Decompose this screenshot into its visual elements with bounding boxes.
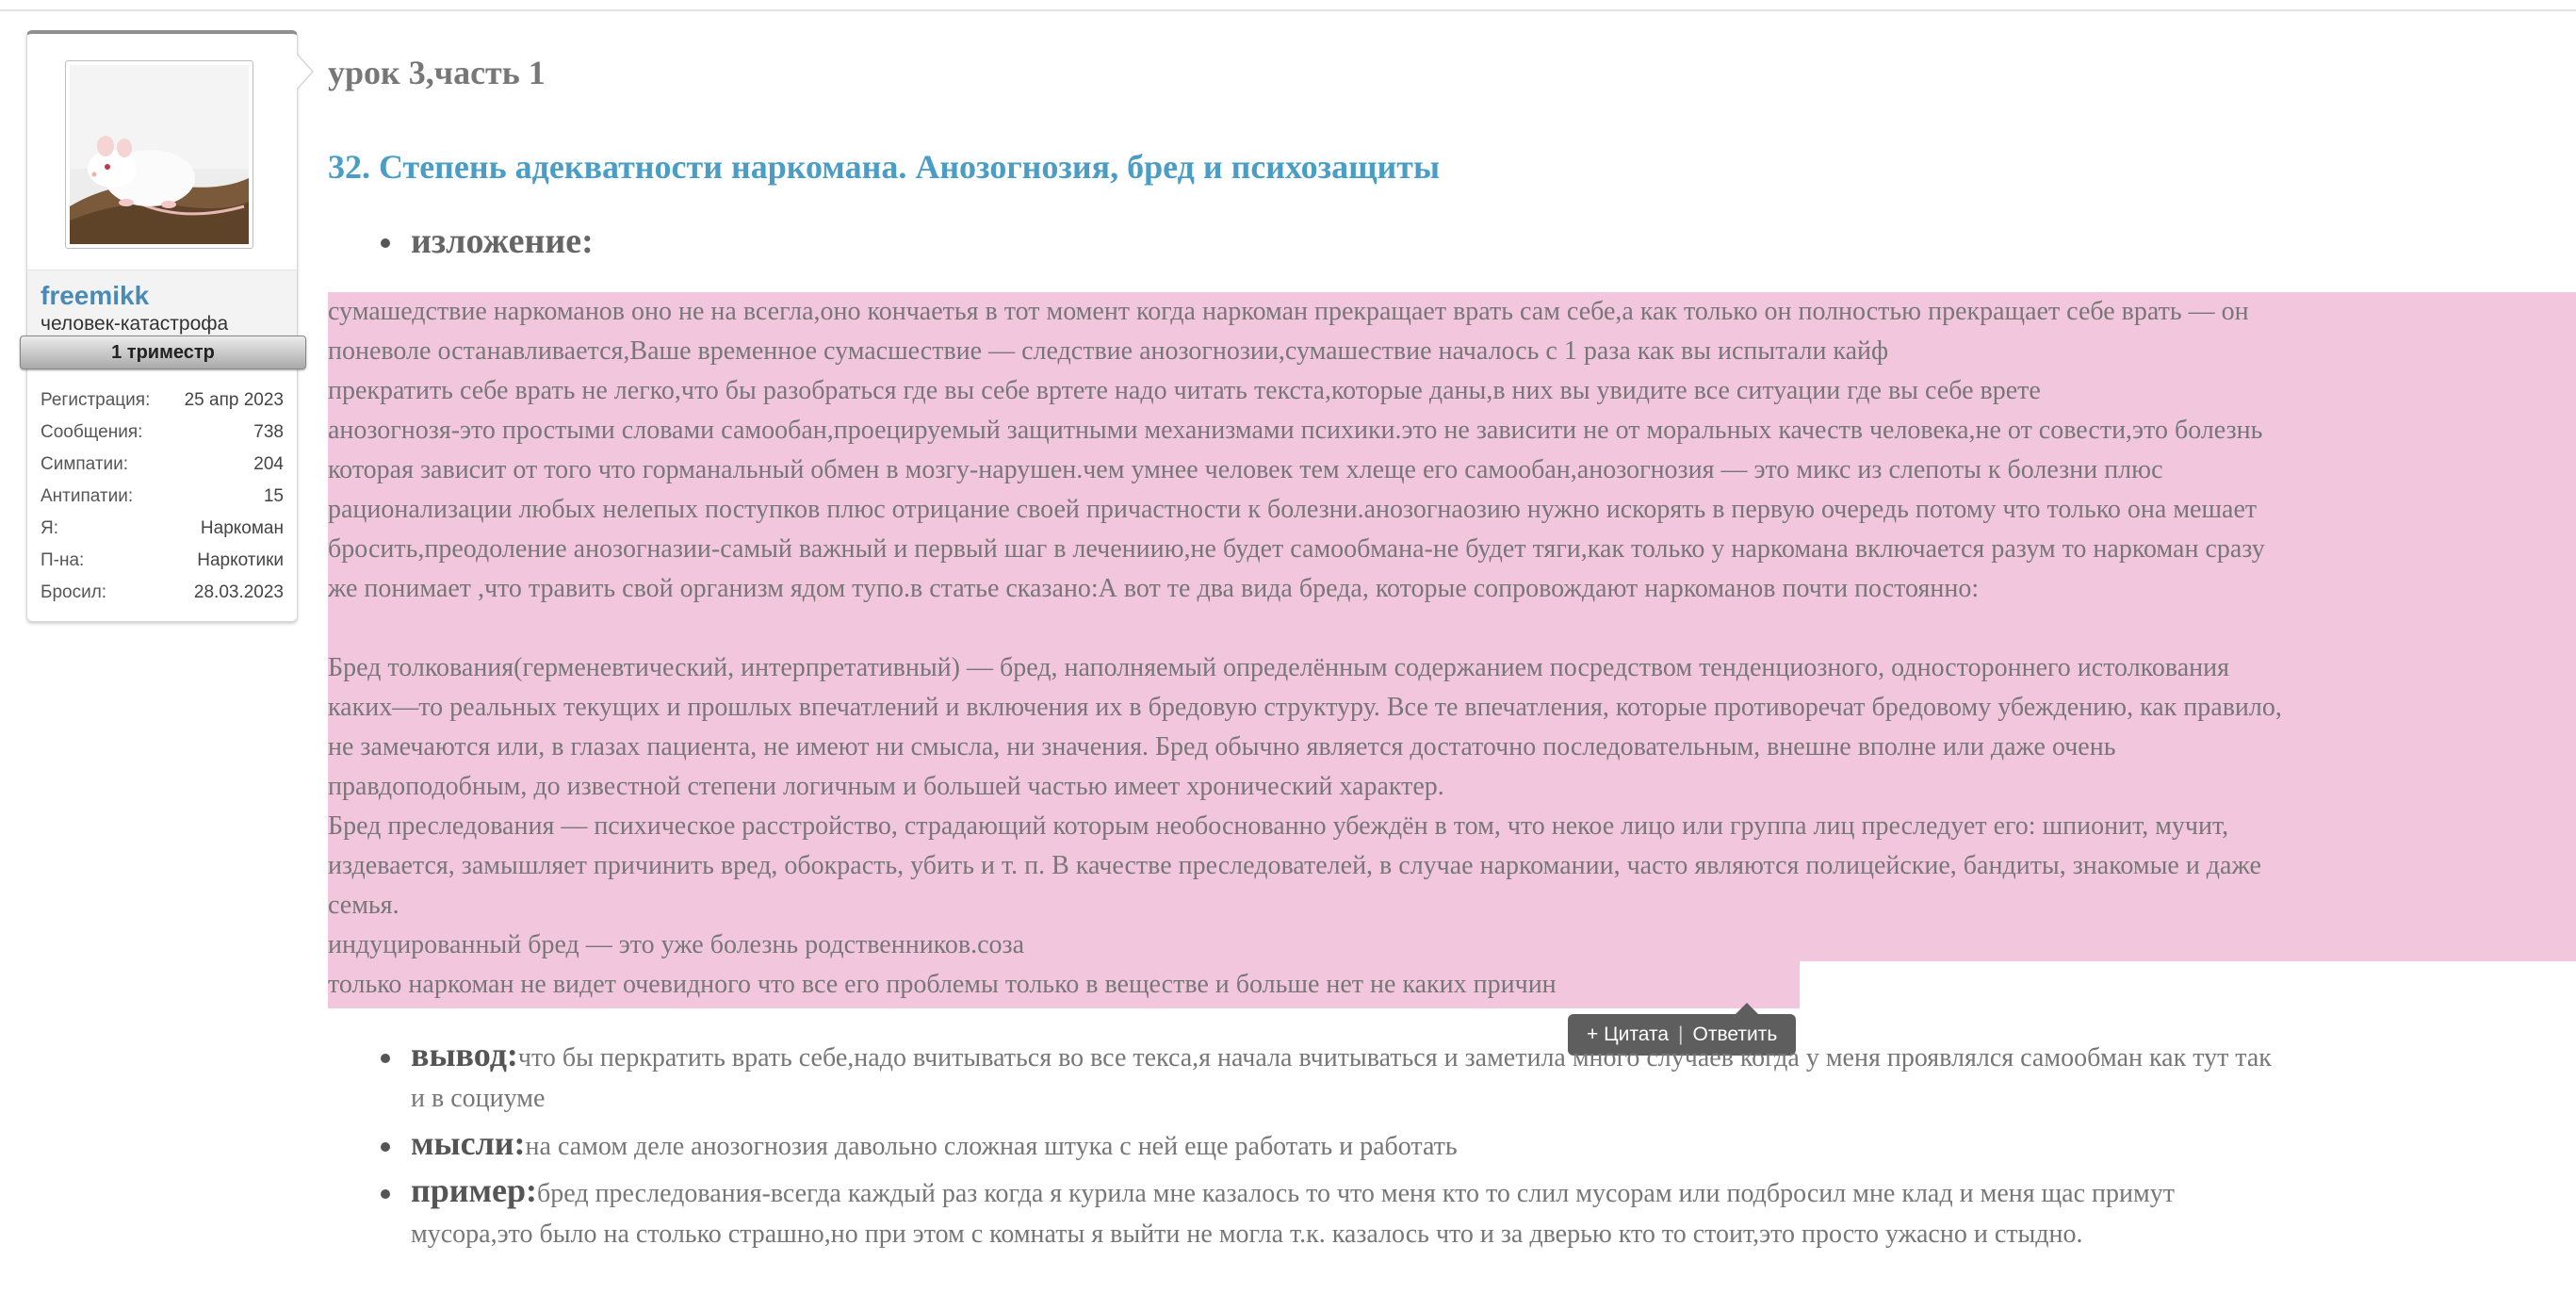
- list-bullet: [381, 1142, 390, 1152]
- stat-i-am: [41, 518, 284, 550]
- list-bullet: [381, 238, 390, 248]
- top-divider: [0, 9, 2576, 11]
- text-line: же понимает ,что травить свой организм ядом тупо.в статье сказано:А вот те два вида бреда, которые сопровождают наркоманов почти постоянно:: [328, 574, 1980, 603]
- stat-quit-date: [41, 582, 284, 614]
- example-item: [411, 1171, 2576, 1214]
- text-line: каких—то реальных текущих и прошлых впечатлений и включения их в бредовую структуру. Все те впечатления, которые противоречат бредовому убеждению, как правило,: [328, 693, 2282, 722]
- thoughts-text: на самом деле анозогнозия давольно сложная штука с ней еще работать и работать: [525, 1132, 1458, 1161]
- stat-value: Наркотики: [197, 550, 284, 570]
- list-bullet: [381, 1054, 390, 1063]
- text-line: анозогнозя-это простыми словами самообан,проецируемый защитными механизмами психики.это не зависити не от моральных качеств человека,не от совести,это болезнь: [328, 416, 2263, 445]
- user-title: человек-катастрофа: [41, 313, 229, 335]
- avatar[interactable]: [65, 60, 253, 249]
- user-info-card: [26, 30, 298, 622]
- text-line: бросить,преодоление анозогназии-самый важный и первый шаг в лечениию,не будет самообмана-не будет тяги,как только у наркомана включается разум то наркоман сразу: [328, 534, 2265, 564]
- stat-registration: [41, 390, 284, 422]
- example-item-continued: мусора,это было на столько страшно,но при этом с комнаты я выйти не могла т.к. казалось что и за дверью кто то стоит,это просто ужасно и стыдно.: [411, 1220, 2083, 1249]
- stat-value: 204: [253, 454, 284, 474]
- conclusion-item-continued: и в социуме: [411, 1084, 546, 1113]
- stat-label: Антипатии:: [41, 486, 134, 506]
- tooltip-separator: |: [1678, 1023, 1684, 1045]
- stat-label: Я:: [41, 518, 58, 538]
- thoughts-item: [411, 1123, 2576, 1167]
- username-link[interactable]: freemikk: [41, 281, 150, 310]
- quote-button[interactable]: + Цитата: [1587, 1023, 1670, 1045]
- stat-substance: [41, 550, 284, 582]
- stat-label: Регистрация:: [41, 390, 151, 410]
- summary-label: изложение:: [411, 221, 594, 261]
- text-line: Бред преследования — психическое расстройство, страдающий которым необоснованно убеждён в том, что некое лицо или группа лиц преследует его: шпионит, мучит,: [328, 811, 2229, 841]
- conclusion-label: вывод:: [411, 1036, 518, 1073]
- stat-label: Бросил:: [41, 582, 107, 602]
- conclusion-item: [411, 1035, 2576, 1078]
- text-line: поневоле останавливается,Ваше временное сумасшествие — следствие анозогнозии,сумашествие началось с 1 раза как вы испытали кайф: [328, 336, 1889, 366]
- reply-button[interactable]: Ответить: [1692, 1023, 1778, 1045]
- stat-value: 28.03.2023: [193, 582, 284, 602]
- stat-label: Сообщения:: [41, 422, 143, 442]
- section-heading: 32. Степень адекватности наркомана. Анозогнозия, бред и психозащиты: [328, 148, 1441, 186]
- text-line: индуцированный бред — это уже болезнь родственников.соза: [328, 930, 1024, 959]
- example-label: пример:: [411, 1171, 538, 1209]
- stat-dislikes: [41, 486, 284, 518]
- stat-label: Симпатии:: [41, 454, 129, 474]
- lesson-title: урок 3,часть 1: [328, 54, 546, 91]
- stat-value: Наркоман: [200, 518, 284, 538]
- stat-label: П-на:: [41, 550, 85, 570]
- text-line: не замечаются или, в глазах пациента, не имеют ни смысла, ни значения. Бред обычно является достаточно последовательным, внешне вполне или даже очень: [328, 732, 2116, 761]
- stat-value: 15: [263, 486, 284, 506]
- text-line: Бред толкования(герменевтический, интерпретативный) — бред, наполняемый определённым содержанием посредством тенденциозного, одностороннего истолкования: [328, 653, 2229, 682]
- stat-messages: [41, 422, 284, 454]
- conclusion-text: что бы перкратить врать себе,надо вчитываться во все текса,я начала вчитываться и заметила много случаев когда у меня проявлялся самообман как тут так: [517, 1043, 2272, 1073]
- text-line: семья.: [328, 891, 399, 920]
- text-line: которая зависит от того что горманальный обмен в мозгу-нарушен.чем умнее человек тем хлеще его самообан,анозогнозия — это микс из слепоты к болезни плюс: [328, 455, 2163, 484]
- stat-likes: [41, 454, 284, 486]
- text-line: только наркоман не видет очевидного что все его проблемы только в веществе и больше нет не каких причин: [328, 970, 1557, 999]
- rat-avatar-image: [70, 65, 249, 244]
- thoughts-label: мысли:: [411, 1124, 526, 1162]
- text-line: прекратить себе врать не легко,что бы разобраться где вы себе вртете надо читать текста,которые даны,в них вы увидите все ситуации где вы себе врете: [328, 376, 2041, 405]
- stat-value[interactable]: 738: [253, 422, 284, 442]
- user-stats: [41, 390, 284, 614]
- text-line: [328, 609, 2570, 648]
- rank-ribbon: 1 триместр: [20, 336, 306, 369]
- text-line: издевается, замышляет причинить вред, обокрасть, убить и т. п. В качестве преследователей, в случае наркомании, часто являются полицейские, бандиты, знакомые и даже: [328, 851, 2261, 880]
- text-line: сумашедствие наркоманов оно не на всегла,оно кончаетья в тот момент когда наркоман прекращает врать сам себе,а как только он полностью прекращает себе врать — он: [328, 297, 2249, 326]
- stat-value: 25 апр 2023: [184, 390, 284, 410]
- selected-text-block[interactable]: [328, 292, 2570, 1005]
- card-pointer-inner: [296, 54, 312, 90]
- example-text: бред преследования-всегда каждый раз когда я курила мне казалось то что меня кто то слил мусорам или подбросил мне клад и меня щас примут: [537, 1179, 2175, 1208]
- list-bullet: [381, 1189, 390, 1199]
- text-line: правдоподобным, до известной степени логичным и большей частью имеет хронический характер.: [328, 772, 1444, 801]
- text-line: рационализации любых нелепых поступков плюс отрицание своей причастности к болезни.анозогнаозию нужно искорять в первую очередь потому что только она мешает: [328, 495, 2258, 524]
